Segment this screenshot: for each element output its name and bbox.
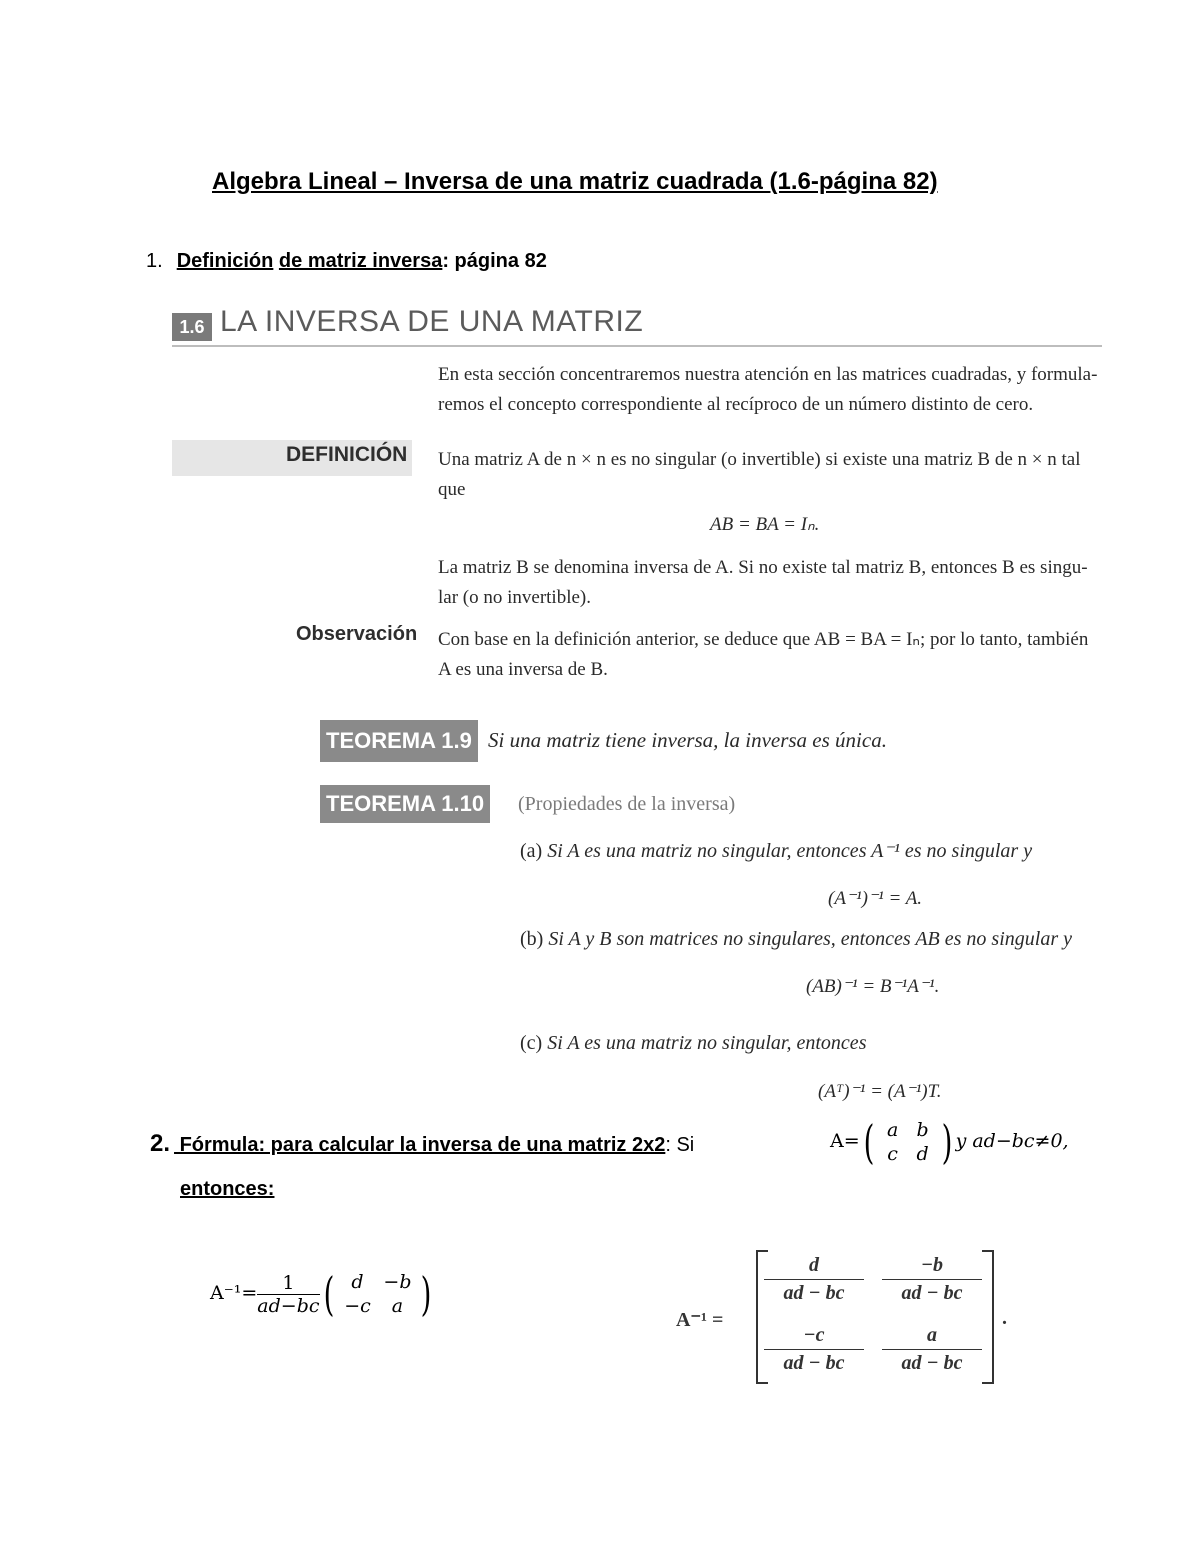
property-b-equation: (AB)⁻¹ = B⁻¹A⁻¹. <box>806 976 940 997</box>
inverse-formula-expanded <box>676 1250 1026 1390</box>
definition-line: Una matriz A de n × n es no singular (o invertible) si existe una matriz B de n × n tal <box>438 449 1081 470</box>
intro-paragraph <box>438 360 1097 420</box>
left-paren: ( <box>863 1115 875 1169</box>
cell-numerator: −c <box>764 1324 864 1350</box>
right-paren: ) <box>941 1115 952 1169</box>
theorem-1-9-label: TEOREMA 1.9 <box>320 720 478 762</box>
property-c <box>520 1032 866 1055</box>
matrix-cell <box>764 1254 864 1305</box>
matrix-cell <box>882 1324 982 1375</box>
entonces-label: entonces: <box>180 1178 275 1200</box>
intro-line: remos el concepto correspondiente al recíproco de un número distinto de cero. <box>438 394 1034 415</box>
section-number-badge: 1.6 <box>172 313 212 341</box>
observation-line: A es una inversa de B. <box>438 659 608 680</box>
item-number: 1. <box>146 250 163 272</box>
property-b <box>520 928 1072 951</box>
left-paren: ( <box>323 1267 334 1321</box>
matrix-a-prefix: A= <box>830 1130 860 1152</box>
right-paren: ) <box>421 1267 432 1321</box>
intro-line: En esta sección concentraremos nuestra atención en las matrices cuadradas, y formula- <box>438 364 1098 385</box>
definition-equation: AB = BA = Iₙ. <box>710 514 820 535</box>
item-1-heading <box>146 250 547 273</box>
inverse-formula-compact <box>210 1267 435 1321</box>
property-a-label: (a) <box>520 840 543 862</box>
cell-denominator: ad − bc <box>783 1282 845 1304</box>
matrix-entry: b <box>916 1119 929 1141</box>
item-1-rest: : página 82 <box>442 250 547 272</box>
property-b-label: (b) <box>520 928 544 950</box>
section-title: LA INVERSA DE UNA MATRIZ <box>220 305 644 338</box>
property-c-equation: (Aᵀ)⁻¹ = (A⁻¹)T. <box>818 1081 942 1102</box>
item-2-label: Fórmula: para calcular la inversa de una matriz 2x2 <box>174 1134 666 1156</box>
formula-lhs: A⁻¹= <box>210 1282 258 1304</box>
definition-text-2 <box>438 553 1088 613</box>
item-1-label-a: Definición <box>176 250 274 272</box>
matrix-a-definition <box>830 1115 1069 1169</box>
page-title: Algebra Lineal – Inversa de una matriz cuadrada (1.6-página 82) <box>212 168 938 195</box>
matrix-entry: c <box>887 1143 898 1165</box>
theorem-1-9-text: Si una matriz tiene inversa, la inversa es única. <box>488 728 887 752</box>
matrix-entry: −b <box>383 1271 412 1293</box>
item-2-heading <box>150 1130 694 1158</box>
item-2-rest: : Si <box>665 1134 695 1156</box>
formula-end: . <box>1002 1307 1007 1329</box>
matrix-entry: a <box>886 1119 899 1141</box>
matrix-entry: d <box>351 1271 364 1293</box>
definition-line: lar (o no invertible). <box>438 587 592 608</box>
cell-numerator: a <box>882 1324 982 1350</box>
theorem-1-10-text: (Propiedades de la inversa) <box>518 793 736 815</box>
matrix-entry: −c <box>344 1295 371 1317</box>
matrix-cell <box>764 1324 864 1375</box>
cell-numerator: −b <box>882 1254 982 1280</box>
cell-denominator: ad − bc <box>783 1352 845 1374</box>
adjugate-matrix <box>337 1270 417 1318</box>
fraction-denominator: ad−bc <box>257 1294 320 1317</box>
right-bracket <box>982 1250 994 1384</box>
definition-label: DEFINICIÓN <box>286 443 408 466</box>
matrix-entry: a <box>391 1295 404 1317</box>
fraction-numerator: 1 <box>257 1272 319 1295</box>
definition-line: que <box>438 479 466 500</box>
formula-lhs: A⁻¹ = <box>676 1309 724 1331</box>
theorem-1-10-label: TEOREMA 1.10 <box>320 785 490 823</box>
observation-text <box>438 625 1088 685</box>
matrix-cell <box>882 1254 982 1305</box>
matrix-a-condition: y ad−bc≠0, <box>955 1130 1069 1152</box>
definition-text <box>438 445 1080 505</box>
property-a <box>520 838 1032 863</box>
cell-denominator: ad − bc <box>901 1282 963 1304</box>
cell-denominator: ad − bc <box>901 1352 963 1374</box>
property-b-text: Si A y B son matrices no singulares, entonces AB es no singular y <box>548 928 1072 950</box>
property-a-text: Si A es una matriz no singular, entonces A⁻¹ es no singular y <box>547 840 1033 862</box>
item-1-label-b: de matriz inversa <box>278 250 443 272</box>
observation-label: Observación <box>296 623 418 645</box>
observation-line: Con base en la definición anterior, se deduce que AB = BA = Iₙ; por lo tanto, también <box>438 629 1089 650</box>
property-c-label: (c) <box>520 1032 543 1054</box>
item-2-number: 2. <box>150 1130 171 1157</box>
matrix-a <box>878 1118 938 1166</box>
matrix-entry: d <box>916 1143 929 1165</box>
property-a-equation: (A⁻¹)⁻¹ = A. <box>828 888 923 909</box>
scalar-fraction <box>257 1272 319 1317</box>
cell-numerator: d <box>764 1254 864 1280</box>
property-c-text: Si A es una matriz no singular, entonces <box>547 1032 867 1054</box>
definition-line: La matriz B se denomina inversa de A. Si no existe tal matriz B, entonces B es singu- <box>438 557 1088 578</box>
